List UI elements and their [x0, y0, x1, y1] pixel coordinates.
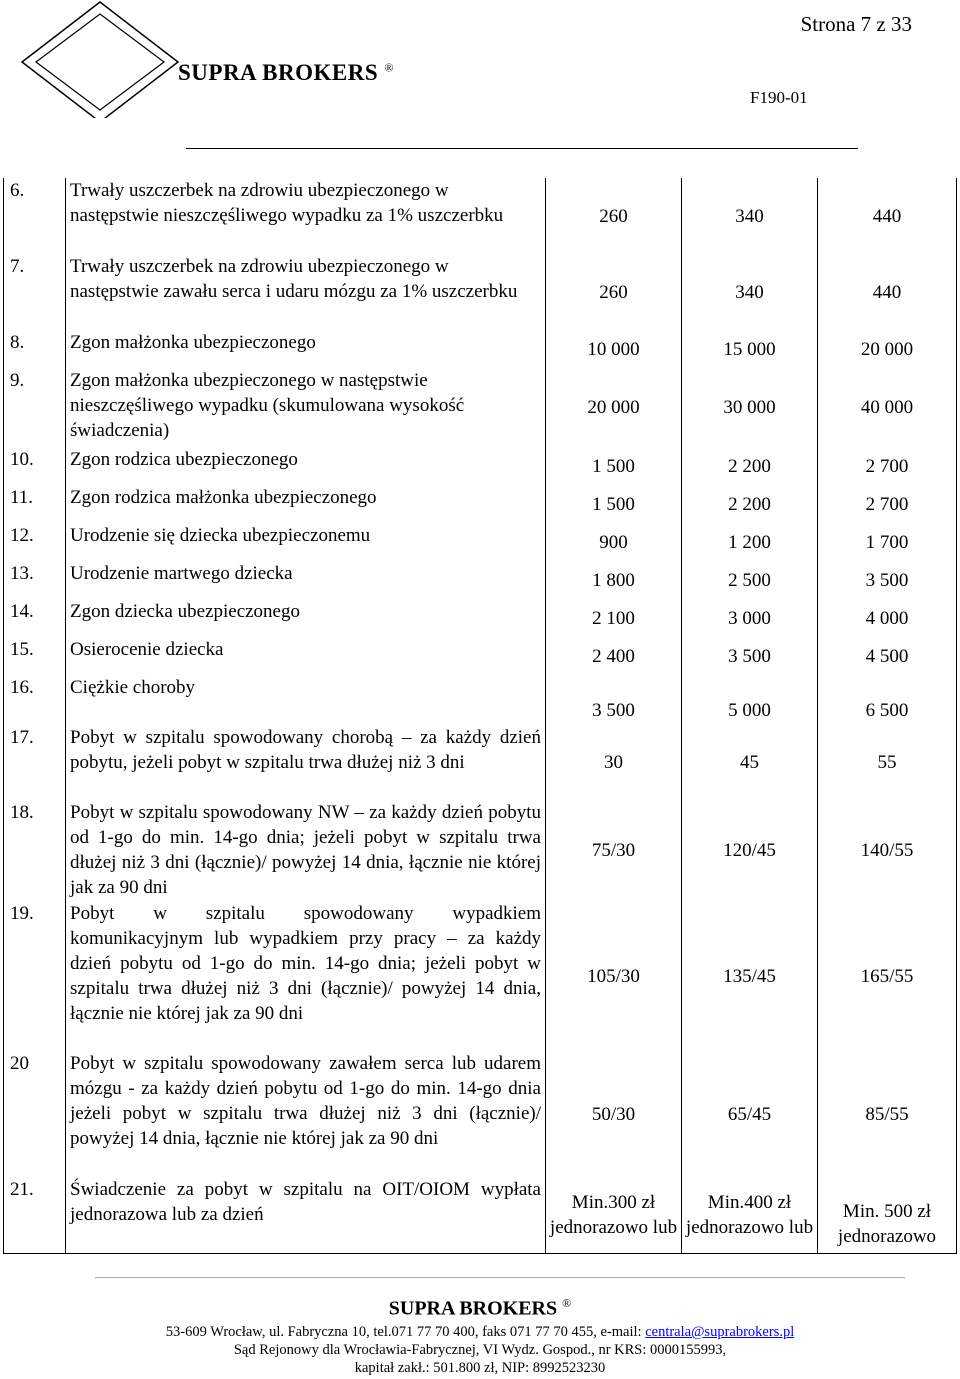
row-number: 10. [4, 447, 66, 485]
value-variant-3: 85/55 [818, 1051, 957, 1177]
row-description: Świadczenie za pobyt w szpitalu na OIT/OIOM wypłata jednorazowa lub za dzień [66, 1177, 546, 1253]
table-row [4, 675, 957, 725]
value-variant-2: 45 [682, 725, 818, 800]
document-code: F190-01 [750, 88, 808, 107]
header-divider [186, 148, 858, 149]
value-variant-1: 260 [546, 178, 682, 254]
value-variant-2: 3 000 [682, 599, 818, 637]
row-description: Trwały uszczerbek na zdrowiu ubezpieczonego w następstwie nieszczęśliwego wypadku za 1% uszczerbku [66, 178, 546, 254]
footer-court: Sąd Rejonowy dla Wrocławia-Fabrycznej, VI Wydz. Gospod., nr KRS: 0000155993, [233, 1342, 727, 1358]
row-description: Pobyt w szpitalu spowodowany NW – za każdy dzień pobytu od 1-go do min. 14-go dnia; jeżeli pobyt w szpitalu trwa dłużej niż 3 dni (łącznie)/ powyżej 14 dnia, łącznie nie której jak za 90 dni [66, 800, 546, 901]
footer-divider [95, 1277, 905, 1278]
row-description: Zgon rodzica ubezpieczonego [66, 447, 546, 485]
table-row [4, 725, 957, 800]
value-variant-1: 260 [546, 254, 682, 330]
value-variant-1: 3 500 [546, 675, 682, 725]
table-row [4, 901, 957, 1051]
value-variant-1: 20 000 [546, 368, 682, 447]
value-variant-2: 135/45 [682, 901, 818, 1051]
row-number: 8. [4, 330, 66, 368]
table-row [4, 800, 957, 901]
row-description: Zgon małżonka ubezpieczonego [66, 330, 546, 368]
row-description: Pobyt w szpitalu spowodowany wypadkiem komunikacyjnym lub wypadkiem przy pracy – za każdy dzień pobytu od 1-go do min. 14-go dnia; jeżeli pobyt w szpitalu trwa dłużej niż 3 dni (łącznie)/ powyżej 14 dnia, łącznie nie której jak za 90 dni [66, 901, 546, 1051]
value-variant-2: 15 000 [682, 330, 818, 368]
row-description: Pobyt w szpitalu spowodowany zawałem serca lub udarem mózgu - za każdy dzień pobytu od 1-go do min. 14-go dnia jeżeli pobyt w szpitalu trwa dłużej niż 3 dni (łącznie)/ powyżej 14 dnia, łącznie nie której jak za 90 dni [66, 1051, 546, 1177]
value-variant-1: 50/30 [546, 1051, 682, 1177]
row-description: Ciężkie choroby [66, 675, 546, 725]
value-variant-2: 2 500 [682, 561, 818, 599]
page-number: Strona 7 z 33 [800, 12, 912, 36]
footer-brand: SUPRA BROKERS ® [388, 1296, 572, 1320]
row-number: 18. [4, 800, 66, 901]
table-row [4, 637, 957, 675]
row-description: Pobyt w szpitalu spowodowany chorobą – za każdy dzień pobytu, jeżeli pobyt w szpitalu trwa dłużej niż 3 dni [66, 725, 546, 800]
row-number: 9. [4, 368, 66, 447]
row-number: 21. [4, 1177, 66, 1253]
value-variant-1: 2 400 [546, 637, 682, 675]
value-variant-3: 140/55 [818, 800, 957, 901]
value-variant-3: 20 000 [818, 330, 957, 368]
table-row [4, 561, 957, 599]
table-row [4, 1177, 957, 1253]
value-variant-3: 3 500 [818, 561, 957, 599]
row-number: 13. [4, 561, 66, 599]
row-description: Urodzenie martwego dziecka [66, 561, 546, 599]
value-variant-3: 440 [818, 254, 957, 330]
value-variant-2: 3 500 [682, 637, 818, 675]
value-variant-3: 165/55 [818, 901, 957, 1051]
value-variant-3: 2 700 [818, 447, 957, 485]
value-variant-1: 105/30 [546, 901, 682, 1051]
row-description: Trwały uszczerbek na zdrowiu ubezpieczonego w następstwie zawału serca i udaru mózgu za 1% uszczerbku [66, 254, 546, 330]
row-description: Zgon rodzica małżonka ubezpieczonego [66, 485, 546, 523]
table-row [4, 485, 957, 523]
table-row [4, 178, 957, 254]
value-variant-2: 30 000 [682, 368, 818, 447]
value-variant-3: 4 000 [818, 599, 957, 637]
value-variant-3: Min. 500 zł jednorazowo [818, 1177, 957, 1253]
row-number: 15. [4, 637, 66, 675]
row-description: Zgon małżonka ubezpieczonego w następstwie nieszczęśliwego wypadku (skumulowana wysokość świadczenia) [66, 368, 546, 447]
value-variant-2: 340 [682, 254, 818, 330]
row-description: Urodzenie się dziecka ubezpieczonemu [66, 523, 546, 561]
value-variant-1: Min.300 zł jednorazowo lub [546, 1177, 682, 1253]
table-row [4, 447, 957, 485]
brand-name: SUPRA BROKERS ® [178, 60, 394, 85]
table-row [4, 330, 957, 368]
row-number: 14. [4, 599, 66, 637]
footer-email-link[interactable]: centrala@suprabrokers.pl [645, 1324, 795, 1340]
value-variant-2: 65/45 [682, 1051, 818, 1177]
value-variant-1: 1 800 [546, 561, 682, 599]
value-variant-1: 1 500 [546, 447, 682, 485]
footer-address: 53-609 Wrocław, ul. Fabryczna 10, tel.071 77 70 400, faks 071 77 70 455, e-mail: centrala@suprabrokers.pl [165, 1324, 795, 1340]
row-number: 7. [4, 254, 66, 330]
value-variant-1: 75/30 [546, 800, 682, 901]
row-number: 11. [4, 485, 66, 523]
row-number: 19. [4, 901, 66, 1051]
value-variant-2: 340 [682, 178, 818, 254]
row-number: 12. [4, 523, 66, 561]
row-description: Zgon dziecka ubezpieczonego [66, 599, 546, 637]
value-variant-3: 40 000 [818, 368, 957, 447]
value-variant-3: 4 500 [818, 637, 957, 675]
benefits-table [3, 178, 957, 1254]
value-variant-3: 55 [818, 725, 957, 800]
value-variant-3: 6 500 [818, 675, 957, 725]
value-variant-2: 1 200 [682, 523, 818, 561]
row-number: 17. [4, 725, 66, 800]
value-variant-2: Min.400 zł jednorazowo lub [682, 1177, 818, 1253]
footer-capital: kapitał zakł.: 501.800 zł, NIP: 8992523230 [354, 1360, 606, 1376]
value-variant-1: 10 000 [546, 330, 682, 368]
value-variant-1: 2 100 [546, 599, 682, 637]
value-variant-3: 1 700 [818, 523, 957, 561]
value-variant-2: 5 000 [682, 675, 818, 725]
row-number: 16. [4, 675, 66, 725]
row-number: 20 [4, 1051, 66, 1177]
value-variant-3: 2 700 [818, 485, 957, 523]
table-row [4, 1051, 957, 1177]
table-row [4, 254, 957, 330]
value-variant-2: 2 200 [682, 447, 818, 485]
value-variant-2: 120/45 [682, 800, 818, 901]
value-variant-3: 440 [818, 178, 957, 254]
table-row [4, 368, 957, 447]
value-variant-1: 1 500 [546, 485, 682, 523]
value-variant-2: 2 200 [682, 485, 818, 523]
value-variant-1: 900 [546, 523, 682, 561]
table-row [4, 523, 957, 561]
row-number: 6. [4, 178, 66, 254]
row-description: Osierocenie dziecka [66, 637, 546, 675]
table-row [4, 599, 957, 637]
brand-logo [18, 0, 188, 118]
value-variant-1: 30 [546, 725, 682, 800]
